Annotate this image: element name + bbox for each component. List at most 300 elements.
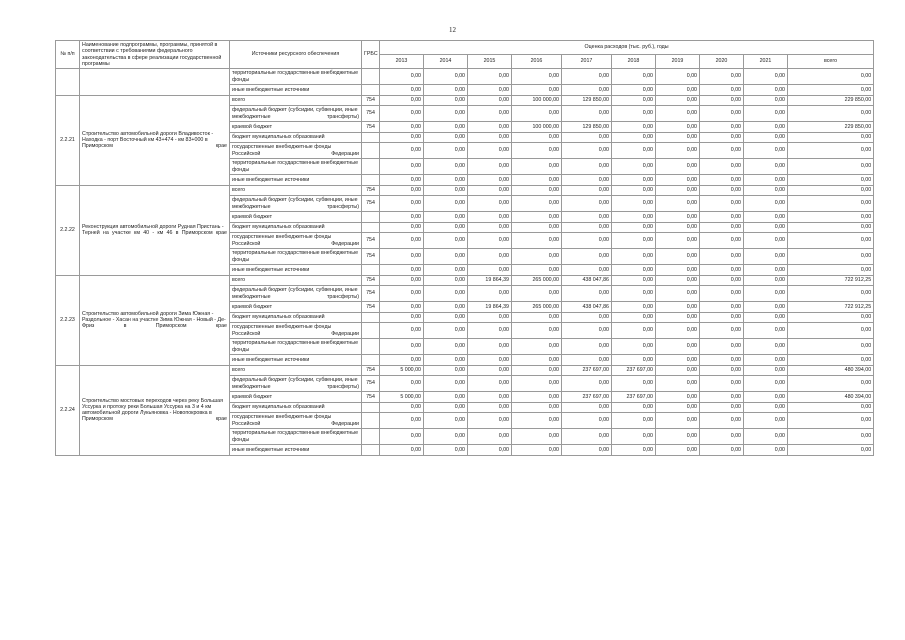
value-cell: 0,00 <box>744 159 788 175</box>
value-cell: 0,00 <box>468 222 512 233</box>
value-cell: 0,00 <box>424 132 468 143</box>
value-cell: 129 850,00 <box>562 122 612 133</box>
value-cell: 0,00 <box>424 222 468 233</box>
value-cell: 0,00 <box>612 312 656 323</box>
table-row <box>56 365 874 376</box>
value-cell: 0,00 <box>424 69 468 85</box>
value-cell: 0,00 <box>656 402 700 413</box>
value-cell: 100 000,00 <box>512 122 562 133</box>
funding-source: территориальные государственные внебюджетные фонды <box>230 159 362 175</box>
value-total: 0,00 <box>788 69 874 85</box>
value-cell: 0,00 <box>700 365 744 376</box>
value-cell: 0,00 <box>468 402 512 413</box>
grbs-code <box>362 312 380 323</box>
grbs-code <box>362 323 380 339</box>
value-cell: 0,00 <box>512 69 562 85</box>
grbs-code <box>362 85 380 96</box>
value-cell: 0,00 <box>562 222 612 233</box>
value-cell: 0,00 <box>612 376 656 392</box>
value-cell: 0,00 <box>744 212 788 223</box>
value-cell: 0,00 <box>744 143 788 159</box>
item-code: 2.2.23 <box>56 275 80 365</box>
value-total: 0,00 <box>788 265 874 276</box>
value-cell: 0,00 <box>380 175 424 186</box>
funding-source: краевой бюджет <box>230 122 362 133</box>
value-cell: 0,00 <box>744 122 788 133</box>
value-total: 0,00 <box>788 196 874 212</box>
value-cell: 0,00 <box>468 69 512 85</box>
value-cell: 0,00 <box>380 275 424 286</box>
value-total: 0,00 <box>788 323 874 339</box>
value-cell: 0,00 <box>380 69 424 85</box>
value-cell: 0,00 <box>700 95 744 106</box>
value-cell: 0,00 <box>744 132 788 143</box>
value-cell: 0,00 <box>562 355 612 366</box>
value-cell: 0,00 <box>468 85 512 96</box>
table-row <box>56 69 874 85</box>
value-cell: 0,00 <box>612 122 656 133</box>
header-estimate: Оценка расходов (тыс. руб.), годы <box>380 41 874 55</box>
value-cell: 0,00 <box>380 265 424 276</box>
value-cell: 237 697,00 <box>612 392 656 403</box>
value-cell: 0,00 <box>468 132 512 143</box>
value-cell: 0,00 <box>424 196 468 212</box>
value-total: 722 912,25 <box>788 302 874 313</box>
item-code: 2.2.22 <box>56 185 80 275</box>
value-cell: 0,00 <box>612 106 656 122</box>
value-cell: 0,00 <box>562 233 612 249</box>
value-total: 0,00 <box>788 175 874 186</box>
item-name: Реконструкция автомобильной дороги Рудная Пристань - Терней на участке км 40 - км 46 в Приморском крае <box>80 185 230 275</box>
funding-source: бюджет муниципальных образований <box>230 312 362 323</box>
value-cell: 0,00 <box>700 312 744 323</box>
grbs-code <box>362 339 380 355</box>
value-cell: 129 850,00 <box>562 95 612 106</box>
value-cell: 0,00 <box>612 286 656 302</box>
value-cell: 237 697,00 <box>562 392 612 403</box>
value-cell: 0,00 <box>380 122 424 133</box>
value-cell: 438 047,86 <box>562 275 612 286</box>
value-total: 480 394,00 <box>788 392 874 403</box>
funding-source: краевой бюджет <box>230 212 362 223</box>
value-cell: 0,00 <box>468 249 512 265</box>
value-cell: 0,00 <box>424 233 468 249</box>
value-cell: 0,00 <box>424 355 468 366</box>
value-cell: 5 000,00 <box>380 392 424 403</box>
header-year: 2017 <box>562 55 612 69</box>
value-cell: 0,00 <box>612 323 656 339</box>
value-total: 229 850,00 <box>788 95 874 106</box>
value-cell: 0,00 <box>700 159 744 175</box>
table-header <box>56 41 874 69</box>
value-cell: 0,00 <box>512 312 562 323</box>
value-cell: 0,00 <box>380 233 424 249</box>
header-year: 2021 <box>744 55 788 69</box>
value-cell: 0,00 <box>656 249 700 265</box>
header-year: 2015 <box>468 55 512 69</box>
value-cell: 0,00 <box>612 196 656 212</box>
value-cell: 0,00 <box>612 132 656 143</box>
funding-source: иные внебюджетные источники <box>230 355 362 366</box>
value-cell: 0,00 <box>512 212 562 223</box>
value-cell: 0,00 <box>744 95 788 106</box>
value-cell: 19 864,39 <box>468 302 512 313</box>
value-cell: 0,00 <box>700 286 744 302</box>
value-cell: 0,00 <box>380 159 424 175</box>
value-total: 229 850,00 <box>788 122 874 133</box>
value-cell: 0,00 <box>700 106 744 122</box>
value-cell: 0,00 <box>744 85 788 96</box>
value-cell: 0,00 <box>744 429 788 445</box>
funding-source: территориальные государственные внебюджетные фонды <box>230 339 362 355</box>
value-cell: 0,00 <box>700 222 744 233</box>
value-cell: 0,00 <box>424 122 468 133</box>
value-cell: 0,00 <box>512 429 562 445</box>
value-cell: 0,00 <box>512 365 562 376</box>
value-cell: 0,00 <box>380 312 424 323</box>
value-cell: 0,00 <box>612 143 656 159</box>
value-cell: 0,00 <box>744 286 788 302</box>
funding-source: всего <box>230 365 362 376</box>
value-cell: 0,00 <box>562 402 612 413</box>
value-cell: 0,00 <box>562 143 612 159</box>
header-name: Наименование подпрограммы, программы, принятой в соответствии с требованиями федерального законодательства в сфере реализации государственной программы <box>80 41 230 69</box>
value-cell: 0,00 <box>700 429 744 445</box>
value-cell: 0,00 <box>380 429 424 445</box>
value-cell: 0,00 <box>468 429 512 445</box>
funding-source: иные внебюджетные источники <box>230 445 362 456</box>
value-cell: 0,00 <box>612 69 656 85</box>
value-cell: 0,00 <box>424 175 468 186</box>
grbs-code: 754 <box>362 249 380 265</box>
grbs-code: 754 <box>362 95 380 106</box>
grbs-code: 754 <box>362 376 380 392</box>
value-cell: 0,00 <box>468 265 512 276</box>
value-cell: 0,00 <box>424 265 468 276</box>
value-cell: 0,00 <box>700 413 744 429</box>
value-cell: 0,00 <box>744 196 788 212</box>
value-cell: 0,00 <box>512 175 562 186</box>
value-cell: 0,00 <box>424 323 468 339</box>
header-year: 2020 <box>700 55 744 69</box>
value-cell: 0,00 <box>468 159 512 175</box>
value-cell: 0,00 <box>612 445 656 456</box>
value-cell: 237 697,00 <box>562 365 612 376</box>
value-cell: 0,00 <box>744 175 788 186</box>
value-cell: 0,00 <box>512 106 562 122</box>
value-cell: 0,00 <box>656 122 700 133</box>
value-cell: 0,00 <box>468 365 512 376</box>
value-total: 0,00 <box>788 402 874 413</box>
value-cell: 0,00 <box>562 286 612 302</box>
value-cell: 0,00 <box>468 445 512 456</box>
grbs-code: 754 <box>362 233 380 249</box>
grbs-code: 754 <box>362 196 380 212</box>
item-code <box>56 69 80 96</box>
value-cell: 0,00 <box>744 402 788 413</box>
value-cell: 0,00 <box>744 222 788 233</box>
value-cell: 0,00 <box>468 122 512 133</box>
header-year: 2013 <box>380 55 424 69</box>
value-cell: 0,00 <box>380 339 424 355</box>
value-total: 0,00 <box>788 159 874 175</box>
value-cell: 0,00 <box>700 233 744 249</box>
value-cell: 0,00 <box>512 376 562 392</box>
value-total: 0,00 <box>788 233 874 249</box>
value-cell: 0,00 <box>656 445 700 456</box>
value-cell: 0,00 <box>700 445 744 456</box>
value-cell: 0,00 <box>512 196 562 212</box>
value-cell: 0,00 <box>512 402 562 413</box>
value-cell: 0,00 <box>468 392 512 403</box>
page-number: 12 <box>449 26 456 34</box>
funding-source: государственные внебюджетные фонды Российской Федерации <box>230 323 362 339</box>
funding-source: территориальные государственные внебюджетные фонды <box>230 69 362 85</box>
funding-source: бюджет муниципальных образований <box>230 402 362 413</box>
value-cell: 0,00 <box>612 233 656 249</box>
value-total: 0,00 <box>788 222 874 233</box>
value-cell: 0,00 <box>744 312 788 323</box>
funding-source: всего <box>230 275 362 286</box>
value-cell: 0,00 <box>424 249 468 265</box>
value-cell: 0,00 <box>424 85 468 96</box>
value-cell: 0,00 <box>424 365 468 376</box>
value-cell: 0,00 <box>700 355 744 366</box>
value-cell: 0,00 <box>656 95 700 106</box>
value-cell: 0,00 <box>744 323 788 339</box>
value-cell: 0,00 <box>562 69 612 85</box>
value-cell: 0,00 <box>424 413 468 429</box>
value-cell: 0,00 <box>512 286 562 302</box>
value-cell: 0,00 <box>562 323 612 339</box>
value-cell: 0,00 <box>468 212 512 223</box>
value-cell: 0,00 <box>744 365 788 376</box>
value-cell: 0,00 <box>656 159 700 175</box>
value-cell: 0,00 <box>656 233 700 249</box>
value-cell: 0,00 <box>744 106 788 122</box>
grbs-code: 754 <box>362 275 380 286</box>
value-cell: 0,00 <box>562 132 612 143</box>
funding-source: иные внебюджетные источники <box>230 85 362 96</box>
header-year: 2016 <box>512 55 562 69</box>
grbs-code <box>362 132 380 143</box>
value-cell: 0,00 <box>424 312 468 323</box>
value-cell: 0,00 <box>562 85 612 96</box>
value-cell: 0,00 <box>656 275 700 286</box>
header-grbs: ГРБС <box>362 41 380 69</box>
value-cell: 0,00 <box>700 122 744 133</box>
value-cell: 0,00 <box>424 402 468 413</box>
value-cell: 0,00 <box>512 392 562 403</box>
value-cell: 100 000,00 <box>512 95 562 106</box>
value-cell: 0,00 <box>380 95 424 106</box>
value-cell: 0,00 <box>424 429 468 445</box>
value-cell: 0,00 <box>700 392 744 403</box>
funding-source: федеральный бюджет (субсидии, субвенции, иные межбюджетные трансферты) <box>230 196 362 212</box>
header-no: № п/п <box>56 41 80 69</box>
value-cell: 0,00 <box>468 106 512 122</box>
value-cell: 0,00 <box>512 355 562 366</box>
value-cell: 0,00 <box>562 265 612 276</box>
value-cell: 0,00 <box>612 212 656 223</box>
value-cell: 0,00 <box>656 312 700 323</box>
value-cell: 0,00 <box>562 212 612 223</box>
value-total: 0,00 <box>788 249 874 265</box>
value-cell: 0,00 <box>380 185 424 196</box>
value-cell: 0,00 <box>512 143 562 159</box>
value-cell: 0,00 <box>612 429 656 445</box>
value-cell: 0,00 <box>744 392 788 403</box>
value-cell: 0,00 <box>744 233 788 249</box>
value-cell: 0,00 <box>424 275 468 286</box>
value-cell: 0,00 <box>562 376 612 392</box>
value-cell: 0,00 <box>380 249 424 265</box>
value-total: 0,00 <box>788 355 874 366</box>
table-row <box>56 95 874 106</box>
value-cell: 0,00 <box>424 392 468 403</box>
value-cell: 0,00 <box>468 143 512 159</box>
grbs-code: 754 <box>362 392 380 403</box>
value-cell: 0,00 <box>700 323 744 339</box>
value-cell: 0,00 <box>380 355 424 366</box>
value-cell: 0,00 <box>380 106 424 122</box>
value-cell: 0,00 <box>424 302 468 313</box>
value-cell: 0,00 <box>512 323 562 339</box>
header-source: Источники ресурсного обеспечения <box>230 41 362 69</box>
value-cell: 0,00 <box>424 106 468 122</box>
value-total: 0,00 <box>788 286 874 302</box>
grbs-code: 754 <box>362 106 380 122</box>
value-cell: 0,00 <box>656 222 700 233</box>
value-cell: 19 864,39 <box>468 275 512 286</box>
value-cell: 0,00 <box>512 185 562 196</box>
value-cell: 0,00 <box>562 196 612 212</box>
value-cell: 0,00 <box>744 445 788 456</box>
value-cell: 0,00 <box>612 402 656 413</box>
funding-source: государственные внебюджетные фонды Российской Федерации <box>230 233 362 249</box>
value-cell: 0,00 <box>700 69 744 85</box>
value-cell: 0,00 <box>512 85 562 96</box>
value-cell: 0,00 <box>656 265 700 276</box>
value-cell: 0,00 <box>656 413 700 429</box>
value-cell: 0,00 <box>612 185 656 196</box>
value-cell: 265 000,00 <box>512 302 562 313</box>
header-year: всего <box>788 55 874 69</box>
value-cell: 0,00 <box>424 445 468 456</box>
funding-source: бюджет муниципальных образований <box>230 132 362 143</box>
value-total: 0,00 <box>788 445 874 456</box>
value-cell: 0,00 <box>424 143 468 159</box>
grbs-code <box>362 265 380 276</box>
value-cell: 0,00 <box>612 175 656 186</box>
value-cell: 0,00 <box>562 312 612 323</box>
value-cell: 0,00 <box>424 286 468 302</box>
value-cell: 0,00 <box>700 402 744 413</box>
value-cell: 0,00 <box>700 185 744 196</box>
funding-source: государственные внебюджетные фонды Российской Федерации <box>230 143 362 159</box>
value-cell: 0,00 <box>380 222 424 233</box>
value-total: 0,00 <box>788 429 874 445</box>
grbs-code <box>362 445 380 456</box>
value-total: 0,00 <box>788 185 874 196</box>
value-cell: 0,00 <box>468 175 512 186</box>
table-body <box>56 69 874 456</box>
value-cell: 0,00 <box>612 265 656 276</box>
funding-source: иные внебюджетные источники <box>230 175 362 186</box>
item-name: Строительство автомобильной дороги Владивосток - Находка - порт Восточный км 43+474 - км 83+000 в Приморском крае <box>80 95 230 185</box>
value-cell: 5 000,00 <box>380 365 424 376</box>
header-year: 2019 <box>656 55 700 69</box>
grbs-code: 754 <box>362 302 380 313</box>
value-cell: 0,00 <box>656 429 700 445</box>
value-cell: 0,00 <box>612 302 656 313</box>
value-cell: 0,00 <box>656 302 700 313</box>
value-cell: 0,00 <box>468 185 512 196</box>
value-cell: 0,00 <box>468 376 512 392</box>
value-cell: 0,00 <box>744 413 788 429</box>
value-total: 480 394,00 <box>788 365 874 376</box>
value-total: 0,00 <box>788 85 874 96</box>
funding-source: территориальные государственные внебюджетные фонды <box>230 249 362 265</box>
item-code: 2.2.21 <box>56 95 80 185</box>
value-cell: 0,00 <box>700 265 744 276</box>
value-cell: 237 697,00 <box>612 365 656 376</box>
value-cell: 0,00 <box>612 222 656 233</box>
value-cell: 0,00 <box>468 312 512 323</box>
value-cell: 0,00 <box>612 85 656 96</box>
value-cell: 0,00 <box>700 132 744 143</box>
item-name: Строительство автомобильной дороги Зима Южная - Раздольное - Хасан на участке Зима Южная - Новый - Де-Фриз в Приморском крае <box>80 275 230 365</box>
funding-source: иные внебюджетные источники <box>230 265 362 276</box>
value-cell: 0,00 <box>700 376 744 392</box>
value-cell: 0,00 <box>612 249 656 265</box>
grbs-code: 754 <box>362 365 380 376</box>
value-cell: 0,00 <box>512 249 562 265</box>
value-cell: 0,00 <box>380 85 424 96</box>
value-cell: 265 000,00 <box>512 275 562 286</box>
funding-source: бюджет муниципальных образований <box>230 222 362 233</box>
value-cell: 0,00 <box>656 143 700 159</box>
funding-source: всего <box>230 185 362 196</box>
value-cell: 0,00 <box>380 302 424 313</box>
funding-source: федеральный бюджет (субсидии, субвенции, иные межбюджетные трансферты) <box>230 286 362 302</box>
value-cell: 0,00 <box>562 185 612 196</box>
value-cell: 0,00 <box>512 445 562 456</box>
value-cell: 0,00 <box>468 95 512 106</box>
value-cell: 0,00 <box>656 376 700 392</box>
grbs-code <box>362 175 380 186</box>
value-cell: 0,00 <box>512 222 562 233</box>
value-cell: 0,00 <box>744 275 788 286</box>
value-cell: 0,00 <box>380 196 424 212</box>
value-cell: 0,00 <box>380 212 424 223</box>
value-cell: 0,00 <box>612 355 656 366</box>
value-cell: 0,00 <box>656 212 700 223</box>
value-total: 0,00 <box>788 132 874 143</box>
value-cell: 0,00 <box>380 413 424 429</box>
value-cell: 0,00 <box>512 132 562 143</box>
value-cell: 0,00 <box>562 445 612 456</box>
item-code: 2.2.24 <box>56 365 80 455</box>
grbs-code: 754 <box>362 286 380 302</box>
value-cell: 0,00 <box>656 69 700 85</box>
value-cell: 0,00 <box>468 286 512 302</box>
value-cell: 0,00 <box>656 85 700 96</box>
value-cell: 438 047,86 <box>562 302 612 313</box>
value-cell: 0,00 <box>656 185 700 196</box>
value-total: 0,00 <box>788 339 874 355</box>
funding-source: федеральный бюджет (субсидии, субвенции, иные межбюджетные трансферты) <box>230 106 362 122</box>
